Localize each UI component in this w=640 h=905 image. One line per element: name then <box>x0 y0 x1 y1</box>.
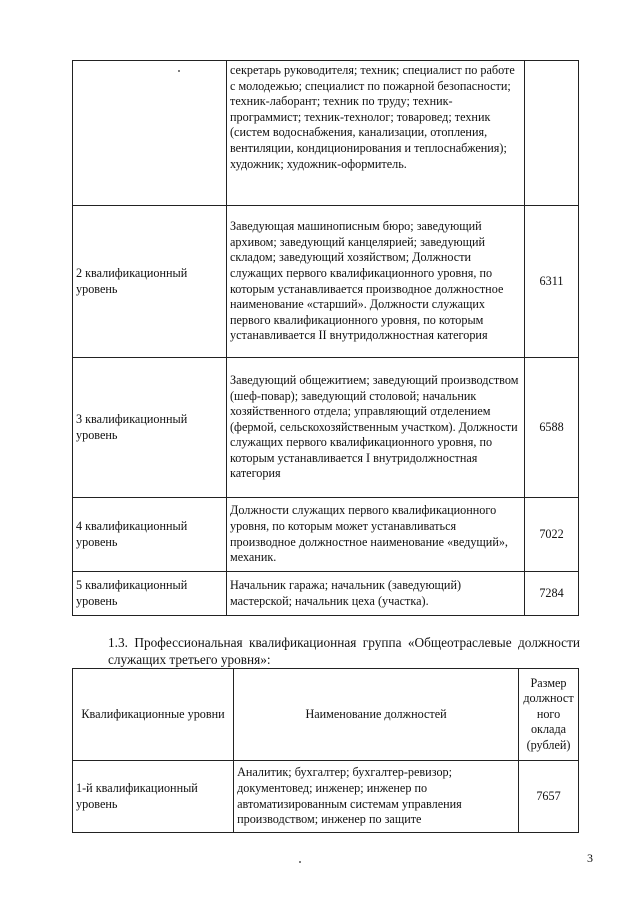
positions-cell: Заведующий общежитием; заведующий производством (шеф-повар); заведующий столовой; начальник хозяйственного отдела; управляющий отделением (фермой, сельскохозяйственным участком). Должности служащих первого квалификационного уровня, по которым устанавливается I внутридолжностная категория <box>227 358 525 498</box>
table-row <box>73 358 579 498</box>
positions-cell: секретарь руководителя; техник; специалист по работе с молодежью; специалист по пожарной безопасности; техник-лаборант; техник по труду; техник-программист; техник-технолог; товаровед; техник (систем водоснабжения, канализации, отопления, вентиляции, кондиционирования и теплоснабжения); художник; художник-оформитель. <box>227 61 525 206</box>
header-salary: Размер должност ного оклада (рублей) <box>519 669 579 761</box>
positions-cell: Начальник гаража; начальник (заведующий) мастерской; начальник цеха (участка). <box>227 572 525 616</box>
positions-cell: Аналитик; бухгалтер; бухгалтер-ревизор; документовед; инженер; инженер по автоматизированным системам управления производством; инженер по защите <box>234 761 519 833</box>
table-header-row <box>73 669 579 761</box>
salary-cell: 7022 <box>525 498 579 572</box>
qualification-table-third-level <box>72 668 579 833</box>
qualification-table-continued <box>72 60 579 616</box>
header-level: Квалификационные уровни <box>73 669 234 761</box>
level-cell <box>73 61 227 206</box>
level-cell: 5 квалификационный уровень <box>73 572 227 616</box>
salary-cell: 6311 <box>525 206 579 358</box>
positions-cell: Заведующая машинописным бюро; заведующий архивом; заведующий канцелярией; заведующий складом; заведующий хозяйством; Должности служащих первого квалификационного уровня, по которым устанавливается производное должностное наименование «старший». Должности служащих первого квалификационного уровня, по которым устанавливается II внутридолжностная категория <box>227 206 525 358</box>
page-number: 3 <box>587 851 593 865</box>
positions-cell: Должности служащих первого квалификационного уровня, по которым может устанавливаться производное должностное наименование «ведущий», механик. <box>227 498 525 572</box>
salary-cell: 7657 <box>519 761 579 833</box>
header-positions: Наименование должностей <box>234 669 519 761</box>
section-heading <box>75 634 580 668</box>
table-row <box>73 206 579 358</box>
table-row <box>73 498 579 572</box>
section-text: 1.3. Профессиональная квалификационная группа «Общеотраслевые должности служащих третьего уровня»: <box>108 635 580 667</box>
level-cell: 2 квалификационный уровень <box>73 206 227 358</box>
level-cell: 3 квалификационный уровень <box>73 358 227 498</box>
salary-cell <box>525 61 579 206</box>
level-cell: 4 квалификационный уровень <box>73 498 227 572</box>
level-cell: 1-й квалификационный уровень <box>73 761 234 833</box>
table-row <box>73 572 579 616</box>
salary-cell: 7284 <box>525 572 579 616</box>
salary-cell: 6588 <box>525 358 579 498</box>
scan-speck <box>299 861 301 863</box>
table-row <box>73 61 579 206</box>
table-row <box>73 761 579 833</box>
